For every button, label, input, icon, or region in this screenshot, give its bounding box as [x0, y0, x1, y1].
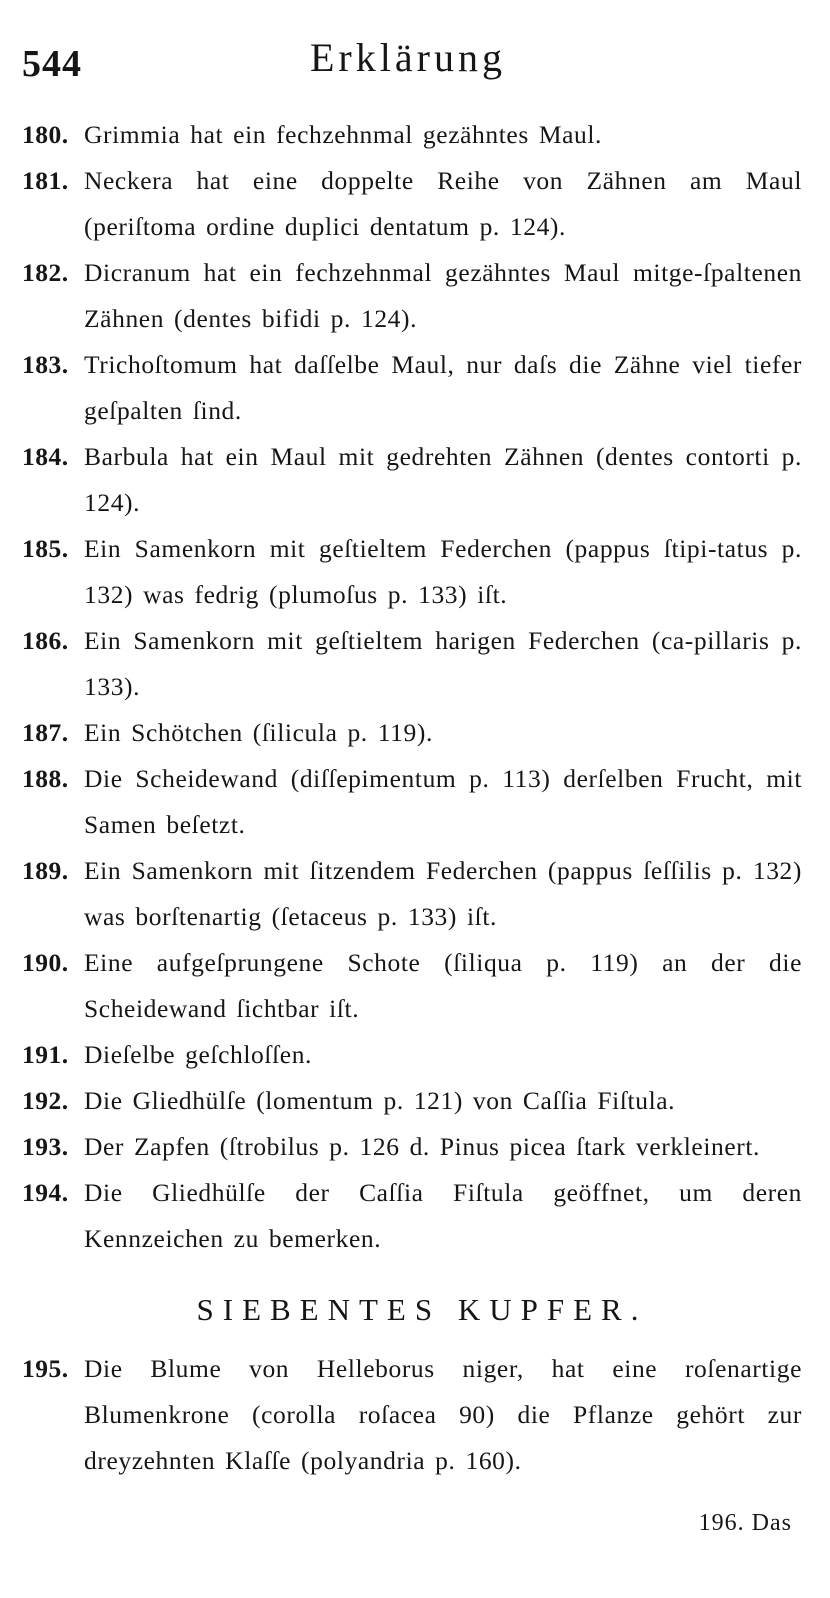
entry-text: Der Zapfen (ſtrobilus p. 126 d. Pinus picea ſtark verkleinert.	[84, 1132, 761, 1161]
entry-text: Grimmia hat ein fechzehnmal gezähntes Maul.	[84, 120, 603, 149]
entry-number: 184.	[22, 442, 69, 471]
entry-text: Die Gliedhülſe (lomentum p. 121) von Caſſia Fiſtula.	[84, 1086, 676, 1115]
entry-number: 192.	[22, 1086, 69, 1115]
legend-entry	[22, 710, 802, 756]
legend-entry	[22, 848, 802, 940]
entry-number: 188.	[22, 764, 69, 793]
legend-entry	[22, 1078, 802, 1124]
entry-number: 183.	[22, 350, 69, 379]
entry-text: Ein Samenkorn mit geſtieltem harigen Federchen (ca-pillaris p. 133).	[84, 626, 802, 701]
entry-text: Die Blume von Helleborus niger, hat eine roſenartige Blumenkrone (corolla roſacea 90) die Pflanze gehört zur dreyzehnten Klaſſe (polyandria p. 160).	[84, 1354, 802, 1475]
legend-entry	[22, 342, 802, 434]
entry-text: Barbula hat ein Maul mit gedrehten Zähnen (dentes contorti p. 124).	[84, 442, 802, 517]
page-number: 544	[22, 43, 82, 85]
legend-entry	[22, 940, 802, 1032]
entry-number: 193.	[22, 1132, 69, 1161]
plate-legend	[22, 112, 802, 1484]
legend-entry	[22, 1124, 802, 1170]
legend-entry	[22, 1170, 802, 1262]
entry-number: 194.	[22, 1178, 69, 1207]
running-title: Erklärung	[310, 35, 506, 80]
legend-entry	[22, 434, 802, 526]
entry-text: Trichoſtomum hat daſſelbe Maul, nur daſs die Zähne viel tiefer geſpalten ſind.	[84, 350, 802, 425]
entry-number: 180.	[22, 120, 69, 149]
entry-text: Die Scheidewand (diſſepimentum p. 113) derſelben Frucht, mit Samen beſetzt.	[84, 764, 802, 839]
entry-text: Ein Samenkorn mit geſtieltem Federchen (pappus ſtipi-tatus p. 132) was fedrig (plumoſus p. 133) iſt.	[84, 534, 802, 609]
entry-number: 189.	[22, 856, 69, 885]
entry-number: 190.	[22, 948, 69, 977]
entry-number: 187.	[22, 718, 69, 747]
catchword: 196. Das	[698, 1510, 792, 1536]
legend-entry	[22, 526, 802, 618]
legend-entry	[22, 112, 802, 158]
entry-text: Neckera hat eine doppelte Reihe von Zähnen am Maul (periſtoma ordine duplici dentatum p. 124).	[84, 166, 802, 241]
entry-text: Ein Schötchen (ſilicula p. 119).	[84, 718, 433, 747]
entry-number: 185.	[22, 534, 69, 563]
entry-text: Dicranum hat ein fechzehnmal gezähntes Maul mitge-ſpaltenen Zähnen (dentes bifidi p. 124).	[84, 258, 802, 333]
entry-number: 191.	[22, 1040, 69, 1069]
page-header	[22, 28, 812, 88]
entry-number: 181.	[22, 166, 69, 195]
entry-number: 182.	[22, 258, 69, 287]
legend-entry	[22, 1346, 802, 1484]
section-heading: SIEBENTES KUPFER.	[196, 1292, 648, 1327]
legend-entry	[22, 756, 802, 848]
legend-entry	[22, 158, 802, 250]
entry-text: Eine aufgeſprungene Schote (ſiliqua p. 119) an der die Scheidewand ſichtbar iſt.	[84, 948, 802, 1023]
entry-text: Die Gliedhülſe der Caſſia Fiſtula geöffnet, um deren Kennzeichen zu bemerken.	[84, 1178, 802, 1253]
legend-entry	[22, 1032, 802, 1078]
legend-entry	[22, 618, 802, 710]
entry-number: 195.	[22, 1354, 69, 1383]
entry-number: 186.	[22, 626, 69, 655]
legend-entry	[22, 250, 802, 342]
entry-text: Dieſelbe geſchloſſen.	[84, 1040, 313, 1069]
entry-text: Ein Samenkorn mit ſitzendem Federchen (pappus ſeſſilis p. 132) was borſtenartig (ſetaceus p. 133) iſt.	[84, 856, 802, 931]
